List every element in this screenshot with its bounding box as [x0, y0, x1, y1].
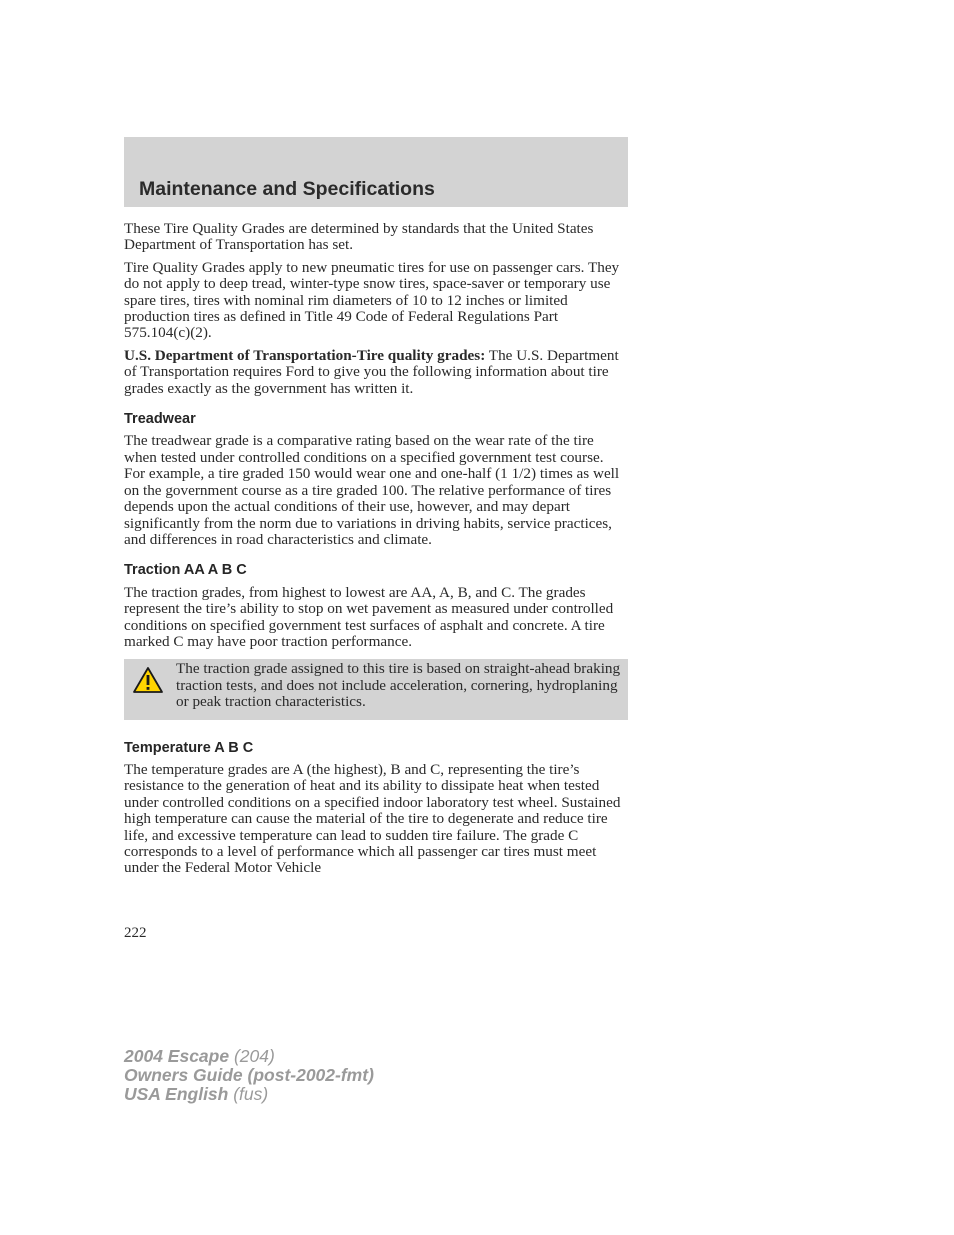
temperature-paragraph: The temperature grades are A (the highest), B and C, representing the tire’s resistance to the generation of heat and its ability to dissipate heat when tested under controlled conditions on a specified indoor laboratory test wheel. Sustained high temperature can cause the material of the tire to degenerate and reduce tire life, and excessive temperature can lead to sudden tire failure. The grade C corresponds to a level of performance which all passenger car tires must meet under the Federal Motor Vehicle: [124, 760, 621, 877]
page-number: 222: [124, 925, 147, 941]
warning-triangle-icon: [132, 666, 164, 694]
dot-paragraph: [124, 348, 628, 397]
warning-box: [124, 659, 628, 719]
treadwear-heading: Treadwear: [124, 411, 196, 428]
warning-text: The traction grade assigned to this tire is based on straight-ahead braking traction tests, and does not include acceleration, cornering, hydroplaning or peak traction characteristics.: [176, 660, 621, 711]
section-header-band: [124, 137, 628, 207]
footer-line-language: USA English (fus): [124, 1084, 269, 1104]
footer-line-model: 2004 Escape (204): [124, 1046, 275, 1066]
temperature-heading: Temperature A B C: [124, 739, 254, 756]
traction-heading: Traction AA A B C: [124, 562, 247, 579]
section-title: Maintenance and Specifications: [139, 178, 435, 200]
footer-line-guide: Owners Guide (post-2002-fmt): [124, 1065, 374, 1085]
treadwear-paragraph: The treadwear grade is a comparative rating based on the wear rate of the tire when tested under controlled conditions on a specified government test course. For example, a tire graded 150 would wear one and one-half (1 1/2) times as well on the government course as a tire graded 100. The relative performance of tires depends upon the actual conditions of their use, however, and may depart significantly from the norm due to variations in driving habits, service practices, and differences in road characteristics and climate.: [124, 432, 620, 548]
applicability-paragraph: Tire Quality Grades apply to new pneumatic tires for use on passenger cars. They do not apply to deep tread, winter-type snow tires, space-saver or temporary use spare tires, tires with nominal rim diameters of 10 to 12 inches or limited production tires as defined in Title 49 Code of Federal Regulations Part 575.104(c)(2).: [124, 258, 620, 342]
document-footer: [124, 1047, 374, 1104]
page-content: [124, 221, 628, 883]
dot-body: The U.S. Department of Transportation requires Ford to give you the following information about tire grades exactly as the government has written it.: [124, 346, 619, 397]
traction-paragraph: The traction grades, from highest to lowest are AA, A, B, and C. The grades represent the tire’s ability to stop on wet pavement as measured under controlled conditions on specified government test surfaces of asphalt and concrete. A tire marked C may have poor traction performance.: [124, 583, 614, 650]
intro-paragraph: These Tire Quality Grades are determined by standards that the United States Department of Transportation has set.: [124, 220, 594, 254]
dot-lead-in: U.S. Department of Transportation-Tire quality grades:: [124, 346, 486, 364]
